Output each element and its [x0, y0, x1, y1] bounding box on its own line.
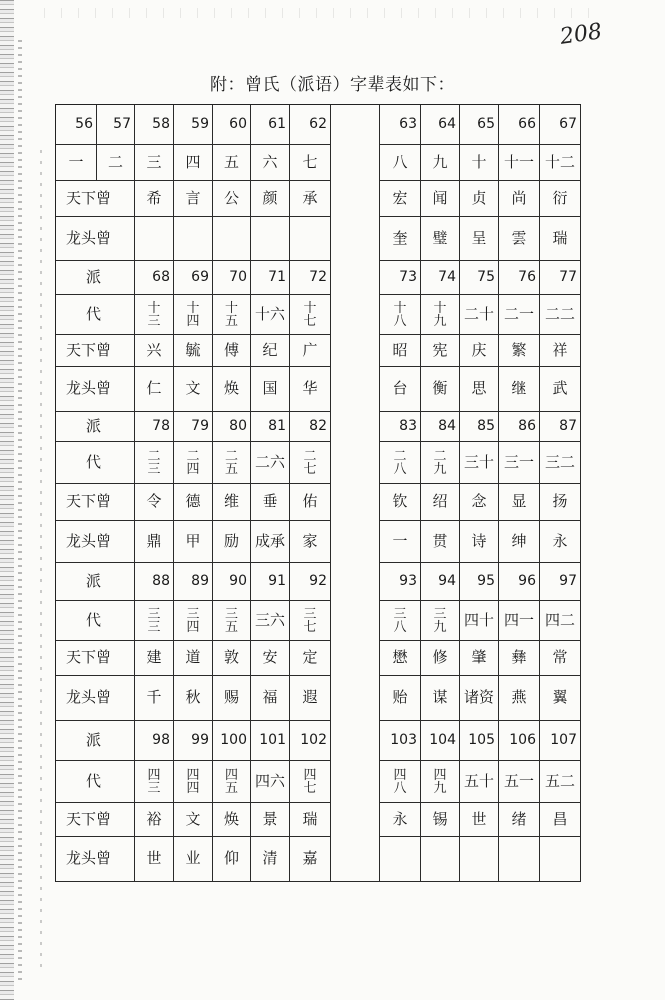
number-cell: 106: [499, 721, 540, 761]
number-cell: 86: [499, 412, 540, 442]
number-cell: 82: [290, 412, 331, 442]
empty-cell: [213, 217, 251, 261]
row-label: 派: [56, 412, 135, 442]
gap-cell: [331, 412, 380, 442]
name-char-cell: 祥: [540, 335, 581, 367]
numeral-part: 二: [393, 448, 407, 464]
number-cell: 78: [135, 412, 174, 442]
numeral-part: 四: [433, 767, 447, 783]
name-char-cell: 四: [174, 145, 213, 181]
number-cell: 62: [290, 105, 331, 145]
empty-cell: [251, 217, 290, 261]
name-char-cell: 十六: [251, 295, 290, 335]
number-cell: 107: [540, 721, 581, 761]
numeral-part: 五: [224, 780, 238, 796]
name-char-cell: 闻: [421, 181, 460, 217]
number-cell: 75: [460, 261, 499, 295]
numeral-part: 四: [224, 767, 238, 783]
stacked-numeral-cell: [380, 442, 421, 484]
name-char-cell: 绅: [499, 521, 540, 563]
name-char-cell: 扬: [540, 484, 581, 521]
numeral-part: 九: [433, 313, 447, 329]
row-label: 派: [56, 721, 135, 761]
name-char-cell: 诸资: [460, 676, 499, 721]
number-cell: 77: [540, 261, 581, 295]
empty-cell: [460, 837, 499, 882]
numeral-part: 三: [433, 606, 447, 622]
number-cell: 104: [421, 721, 460, 761]
numeral-part: 十: [303, 300, 317, 316]
numeral-part: 七: [303, 619, 317, 635]
numeral-part: 八: [393, 780, 407, 796]
name-char-cell: 焕: [213, 803, 251, 837]
name-char-cell: 希: [135, 181, 174, 217]
numeral-part: 十: [186, 300, 200, 316]
numeral-part: 七: [303, 313, 317, 329]
stacked-numeral-cell: [135, 442, 174, 484]
numeral-part: 七: [303, 461, 317, 477]
name-char-cell: 懋: [380, 641, 421, 676]
stacked-numeral-cell: [174, 601, 213, 641]
name-char-cell: 令: [135, 484, 174, 521]
number-cell: 76: [499, 261, 540, 295]
name-char-cell: 定: [290, 641, 331, 676]
number-cell: 100: [213, 721, 251, 761]
row-label: 天下曾: [56, 181, 135, 217]
numeral-part: 五: [224, 461, 238, 477]
numeral-part: 九: [433, 461, 447, 477]
number-cell: 69: [174, 261, 213, 295]
row-label: 天下曾: [56, 335, 135, 367]
numeral-part: 三: [303, 606, 317, 622]
name-char-cell: 颜: [251, 181, 290, 217]
stacked-numeral-cell: [380, 295, 421, 335]
name-char-cell: 垂: [251, 484, 290, 521]
numeral-part: 十: [433, 300, 447, 316]
empty-cell: [499, 837, 540, 882]
name-char-cell: 福: [251, 676, 290, 721]
name-char-cell: 敦: [213, 641, 251, 676]
gap-cell: [331, 105, 380, 145]
name-char-cell: 诗: [460, 521, 499, 563]
number-cell: 65: [460, 105, 499, 145]
name-char-cell: 呈: [460, 217, 499, 261]
name-char-cell: 励: [213, 521, 251, 563]
number-cell: 88: [135, 563, 174, 601]
name-char-cell: 九: [421, 145, 460, 181]
name-char-cell: 秋: [174, 676, 213, 721]
name-char-cell: 鼎: [135, 521, 174, 563]
name-char-cell: 维: [213, 484, 251, 521]
name-char-cell: 清: [251, 837, 290, 882]
number-cell: 64: [421, 105, 460, 145]
number-cell: 68: [135, 261, 174, 295]
numeral-part: 九: [433, 619, 447, 635]
numeral-part: 十: [224, 300, 238, 316]
name-char-cell: 毓: [174, 335, 213, 367]
numeral-part: 四: [186, 767, 200, 783]
row-label: 代: [56, 761, 135, 803]
name-char-cell: 继: [499, 367, 540, 412]
gap-cell: [331, 837, 380, 882]
name-char-cell: 华: [290, 367, 331, 412]
numeral-part: 三: [147, 619, 161, 635]
name-char-cell: 五: [213, 145, 251, 181]
number-cell: 103: [380, 721, 421, 761]
name-char-cell: 国: [251, 367, 290, 412]
row-label: 龙头曾: [56, 217, 135, 261]
numeral-part: 四: [393, 767, 407, 783]
name-char-cell: 世: [460, 803, 499, 837]
empty-cell: [380, 837, 421, 882]
row-label: 龙头曾: [56, 367, 135, 412]
number-cell: 99: [174, 721, 213, 761]
number-cell: 59: [174, 105, 213, 145]
name-char-cell: 遐: [290, 676, 331, 721]
numeral-part: 八: [393, 461, 407, 477]
numeral-part: 二: [303, 448, 317, 464]
numeral-part: 八: [393, 313, 407, 329]
number-cell: 96: [499, 563, 540, 601]
name-char-cell: 三二: [540, 442, 581, 484]
gap-cell: [331, 442, 380, 484]
name-char-cell: 七: [290, 145, 331, 181]
name-char-cell: 三: [135, 145, 174, 181]
stacked-numeral-cell: [421, 442, 460, 484]
row-label: 龙头曾: [56, 521, 135, 563]
name-char-cell: 仁: [135, 367, 174, 412]
empty-cell: [421, 837, 460, 882]
name-char-cell: 奎: [380, 217, 421, 261]
gap-cell: [331, 367, 380, 412]
name-char-cell: 裕: [135, 803, 174, 837]
name-char-cell: 昌: [540, 803, 581, 837]
numeral-part: 三: [147, 461, 161, 477]
number-cell: 93: [380, 563, 421, 601]
name-char-cell: 六: [251, 145, 290, 181]
name-char-cell: 文: [174, 803, 213, 837]
name-char-cell: 武: [540, 367, 581, 412]
scan-top-noise: [44, 8, 604, 18]
name-char-cell: 一: [56, 145, 97, 181]
row-label: 代: [56, 601, 135, 641]
generation-name-table: [55, 104, 581, 882]
number-cell: 67: [540, 105, 581, 145]
name-char-cell: 宏: [380, 181, 421, 217]
number-cell: 91: [251, 563, 290, 601]
stacked-numeral-cell: [213, 761, 251, 803]
name-char-cell: 景: [251, 803, 290, 837]
numeral-part: 七: [303, 780, 317, 796]
stacked-numeral-cell: [380, 601, 421, 641]
row-label: 代: [56, 295, 135, 335]
name-char-cell: 三十: [460, 442, 499, 484]
name-char-cell: 四十: [460, 601, 499, 641]
row-label: 天下曾: [56, 484, 135, 521]
name-char-cell: 四二: [540, 601, 581, 641]
number-cell: 90: [213, 563, 251, 601]
numeral-part: 二: [433, 448, 447, 464]
stacked-numeral-cell: [421, 295, 460, 335]
name-char-cell: 千: [135, 676, 174, 721]
name-char-cell: 显: [499, 484, 540, 521]
row-label: 天下曾: [56, 641, 135, 676]
number-cell: 94: [421, 563, 460, 601]
name-char-cell: 傅: [213, 335, 251, 367]
stacked-numeral-cell: [135, 295, 174, 335]
numeral-part: 四: [303, 767, 317, 783]
name-char-cell: 仰: [213, 837, 251, 882]
name-char-cell: 绪: [499, 803, 540, 837]
name-char-cell: 五十: [460, 761, 499, 803]
name-char-cell: 成承: [251, 521, 290, 563]
stacked-numeral-cell: [213, 601, 251, 641]
name-char-cell: 燕: [499, 676, 540, 721]
name-char-cell: 业: [174, 837, 213, 882]
numeral-part: 十: [147, 300, 161, 316]
numeral-part: 五: [224, 619, 238, 635]
name-char-cell: 一: [380, 521, 421, 563]
numeral-part: 二: [186, 448, 200, 464]
name-char-cell: 文: [174, 367, 213, 412]
name-char-cell: 家: [290, 521, 331, 563]
name-char-cell: 十二: [540, 145, 581, 181]
stacked-numeral-cell: [290, 601, 331, 641]
scan-edge-shadow: [0, 0, 14, 1000]
gap-cell: [331, 145, 380, 181]
scan-edge-noise-2: [40, 150, 42, 970]
gap-cell: [331, 295, 380, 335]
stacked-numeral-cell: [135, 761, 174, 803]
number-cell: 79: [174, 412, 213, 442]
number-cell: 83: [380, 412, 421, 442]
number-cell: 70: [213, 261, 251, 295]
name-char-cell: 衡: [421, 367, 460, 412]
name-char-cell: 昭: [380, 335, 421, 367]
name-char-cell: 瑞: [540, 217, 581, 261]
name-char-cell: 兴: [135, 335, 174, 367]
stacked-numeral-cell: [135, 601, 174, 641]
page-number: 208: [558, 19, 604, 50]
document-title: 附：曾氏（派语）字辈表如下：: [210, 75, 455, 95]
name-char-cell: 二: [97, 145, 135, 181]
row-label: 龙头曾: [56, 837, 135, 882]
name-char-cell: 贯: [421, 521, 460, 563]
name-char-cell: 二一: [499, 295, 540, 335]
numeral-part: 八: [393, 619, 407, 635]
name-char-cell: 公: [213, 181, 251, 217]
numeral-part: 二: [224, 448, 238, 464]
name-char-cell: 建: [135, 641, 174, 676]
name-char-cell: 佑: [290, 484, 331, 521]
name-char-cell: 德: [174, 484, 213, 521]
gap-cell: [331, 601, 380, 641]
numeral-part: 三: [393, 606, 407, 622]
name-char-cell: 宪: [421, 335, 460, 367]
numeral-part: 四: [186, 780, 200, 796]
scan-edge-noise: [18, 40, 22, 980]
number-cell: 85: [460, 412, 499, 442]
name-char-cell: 庆: [460, 335, 499, 367]
row-label: 派: [56, 563, 135, 601]
gap-cell: [331, 181, 380, 217]
name-char-cell: 十一: [499, 145, 540, 181]
numeral-part: 十: [393, 300, 407, 316]
name-char-cell: 彝: [499, 641, 540, 676]
name-char-cell: 思: [460, 367, 499, 412]
number-cell: 66: [499, 105, 540, 145]
number-cell: 102: [290, 721, 331, 761]
name-char-cell: 台: [380, 367, 421, 412]
row-label: 龙头曾: [56, 676, 135, 721]
number-cell: 72: [290, 261, 331, 295]
name-char-cell: 三一: [499, 442, 540, 484]
row-label: 派: [56, 261, 135, 295]
number-cell: 58: [135, 105, 174, 145]
empty-cell: [174, 217, 213, 261]
name-char-cell: 雲: [499, 217, 540, 261]
number-cell: 61: [251, 105, 290, 145]
name-char-cell: 四六: [251, 761, 290, 803]
name-char-cell: 赐: [213, 676, 251, 721]
stacked-numeral-cell: [213, 295, 251, 335]
numeral-part: 三: [147, 313, 161, 329]
name-char-cell: 三六: [251, 601, 290, 641]
name-char-cell: 念: [460, 484, 499, 521]
gap-cell: [331, 721, 380, 761]
gap-cell: [331, 761, 380, 803]
number-cell: 97: [540, 563, 581, 601]
number-cell: 73: [380, 261, 421, 295]
numeral-part: 四: [186, 313, 200, 329]
name-char-cell: 广: [290, 335, 331, 367]
name-char-cell: 言: [174, 181, 213, 217]
number-cell: 74: [421, 261, 460, 295]
name-char-cell: 繁: [499, 335, 540, 367]
number-cell: 89: [174, 563, 213, 601]
stacked-numeral-cell: [421, 761, 460, 803]
stacked-numeral-cell: [421, 601, 460, 641]
stacked-numeral-cell: [380, 761, 421, 803]
name-char-cell: 四一: [499, 601, 540, 641]
numeral-part: 四: [186, 619, 200, 635]
gap-cell: [331, 484, 380, 521]
name-char-cell: 二十: [460, 295, 499, 335]
name-char-cell: 纪: [251, 335, 290, 367]
name-char-cell: 焕: [213, 367, 251, 412]
name-char-cell: 锡: [421, 803, 460, 837]
name-char-cell: 承: [290, 181, 331, 217]
numeral-part: 二: [147, 448, 161, 464]
stacked-numeral-cell: [174, 761, 213, 803]
gap-cell: [331, 676, 380, 721]
name-char-cell: 绍: [421, 484, 460, 521]
row-label: 代: [56, 442, 135, 484]
stacked-numeral-cell: [174, 442, 213, 484]
name-char-cell: 尚: [499, 181, 540, 217]
gap-cell: [331, 335, 380, 367]
name-char-cell: 世: [135, 837, 174, 882]
name-char-cell: 安: [251, 641, 290, 676]
name-char-cell: 十: [460, 145, 499, 181]
name-char-cell: 二六: [251, 442, 290, 484]
name-char-cell: 二二: [540, 295, 581, 335]
name-char-cell: 永: [540, 521, 581, 563]
number-cell: 87: [540, 412, 581, 442]
name-char-cell: 贻: [380, 676, 421, 721]
name-char-cell: 五二: [540, 761, 581, 803]
gap-cell: [331, 563, 380, 601]
number-cell: 92: [290, 563, 331, 601]
name-char-cell: 甲: [174, 521, 213, 563]
stacked-numeral-cell: [290, 442, 331, 484]
name-char-cell: 谋: [421, 676, 460, 721]
gap-cell: [331, 521, 380, 563]
name-char-cell: 璧: [421, 217, 460, 261]
gap-cell: [331, 217, 380, 261]
name-char-cell: 嘉: [290, 837, 331, 882]
empty-cell: [135, 217, 174, 261]
name-char-cell: 八: [380, 145, 421, 181]
number-cell: 81: [251, 412, 290, 442]
name-char-cell: 修: [421, 641, 460, 676]
name-char-cell: 衍: [540, 181, 581, 217]
name-char-cell: 常: [540, 641, 581, 676]
number-cell: 98: [135, 721, 174, 761]
stacked-numeral-cell: [213, 442, 251, 484]
stacked-numeral-cell: [174, 295, 213, 335]
numeral-part: 三: [147, 780, 161, 796]
number-cell: 71: [251, 261, 290, 295]
numeral-part: 五: [224, 313, 238, 329]
number-cell: 80: [213, 412, 251, 442]
name-char-cell: 瑞: [290, 803, 331, 837]
number-cell: 60: [213, 105, 251, 145]
name-char-cell: 五一: [499, 761, 540, 803]
numeral-part: 三: [186, 606, 200, 622]
name-char-cell: 贞: [460, 181, 499, 217]
numeral-part: 三: [224, 606, 238, 622]
number-cell: 56: [56, 105, 97, 145]
number-cell: 105: [460, 721, 499, 761]
number-cell: 84: [421, 412, 460, 442]
row-label: 天下曾: [56, 803, 135, 837]
gap-cell: [331, 261, 380, 295]
empty-cell: [290, 217, 331, 261]
name-char-cell: 钦: [380, 484, 421, 521]
numeral-part: 九: [433, 780, 447, 796]
number-cell: 95: [460, 563, 499, 601]
numeral-part: 四: [147, 767, 161, 783]
name-char-cell: 肇: [460, 641, 499, 676]
stacked-numeral-cell: [290, 761, 331, 803]
name-char-cell: 永: [380, 803, 421, 837]
number-cell: 57: [97, 105, 135, 145]
gap-cell: [331, 641, 380, 676]
stacked-numeral-cell: [290, 295, 331, 335]
numeral-part: 三: [147, 606, 161, 622]
name-char-cell: 翼: [540, 676, 581, 721]
name-char-cell: 道: [174, 641, 213, 676]
number-cell: 101: [251, 721, 290, 761]
gap-cell: [331, 803, 380, 837]
numeral-part: 四: [186, 461, 200, 477]
empty-cell: [540, 837, 581, 882]
number-cell: 63: [380, 105, 421, 145]
